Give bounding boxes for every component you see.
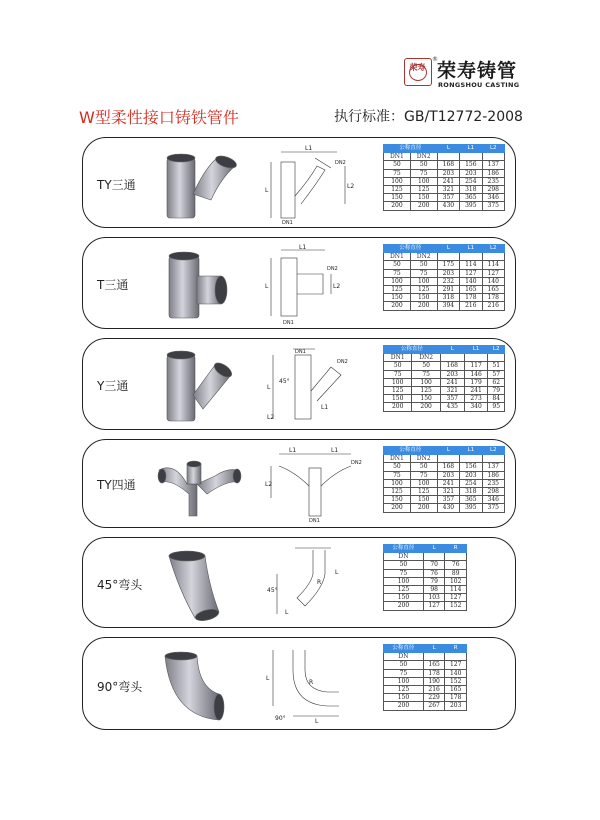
table-row: 50 50 175 114 114 [384, 261, 505, 269]
table-row: 150 103 127 [384, 594, 467, 602]
product-card-ty-cross [82, 439, 516, 528]
dim-L: L [267, 384, 271, 391]
table-row: 150 150 357 273 84 [384, 395, 505, 403]
spec-table: 公称直径 L R DN 50 70 76 75 76 89 100 79 102 125 98 114 150 103 127 200 127 152 [383, 544, 467, 611]
table-row: 75 178 140 [384, 669, 467, 677]
ty-cross-drawing [265, 446, 373, 522]
dim-L2: L2 [333, 283, 341, 290]
t-tee-photo [155, 246, 247, 322]
table-row: 200 200 435 340 95 [384, 403, 505, 411]
brand-seal-icon: 荣寿 [404, 58, 432, 86]
dim-angle-90: 90° [275, 715, 286, 722]
dim-L2: L2 [267, 414, 275, 421]
elbow-45-drawing [265, 544, 373, 624]
ty-tee-photo [155, 148, 247, 222]
dim-L-lower: L [285, 609, 289, 616]
dim-angle-45: 45° [279, 378, 290, 385]
table-row: 75 75 203 203 186 [384, 169, 505, 177]
table-row: 125 125 321 318 298 [384, 488, 505, 496]
spec-table: 公称直径 L L1 L2 DN1 DN2 50 50 168 156 137 75 75 203 203 186 100 100 241 254 235 125 125 321 318 298 150 150 357 365 346 200 200 430 395 375 [383, 446, 505, 513]
dim-L1: L1 [289, 447, 297, 454]
table-row: 75 75 203 203 186 [384, 471, 505, 479]
y-tee-photo [155, 345, 247, 425]
product-card-ty-tee [82, 137, 516, 228]
t-tee-drawing [265, 244, 373, 324]
brand-name: 荣寿铸管 [437, 60, 518, 82]
registered-mark: ® [432, 56, 438, 63]
dim-L2: L2 [347, 183, 355, 190]
table-row: 75 76 89 [384, 569, 467, 577]
dim-DN2: DN2 [351, 460, 362, 466]
table-row: 150 150 357 365 346 [384, 496, 505, 504]
table-row: 75 75 203 146 57 [384, 370, 505, 378]
table-row: 150 150 318 178 178 [384, 294, 505, 302]
table-row: 50 50 168 156 137 [384, 463, 505, 471]
spec-table: 公称直径 L L1 L2 DN1 DN2 50 50 168 117 51 75 75 203 146 57 100 100 241 179 62 125 125 321 241 79 150 150 357 273 84 200 200 435 340 95 [383, 345, 505, 412]
table-row: 125 125 321 241 79 [384, 387, 505, 395]
table-row: 150 229 178 [384, 694, 467, 702]
dim-DN1: DN1 [283, 320, 294, 324]
product-label: T三通 [97, 278, 129, 292]
product-label: TY四通 [97, 478, 136, 492]
table-row: 50 50 168 117 51 [384, 362, 505, 370]
ty-cross-photo [155, 450, 247, 520]
dim-angle-45: 45° [267, 587, 278, 594]
table-row: 50 165 127 [384, 661, 467, 669]
product-label: Y三通 [97, 379, 129, 393]
table-row: 200 200 430 395 375 [384, 202, 505, 210]
table-row: 100 190 152 [384, 677, 467, 685]
dim-L: L [265, 187, 269, 194]
dim-L2: L2 [265, 481, 273, 488]
product-label: 90°弯头 [97, 680, 143, 694]
dim-DN2: DN2 [335, 160, 346, 166]
table-row: 50 50 168 156 137 [384, 161, 505, 169]
table-row: 50 70 76 [384, 561, 467, 569]
table-row: 100 100 232 140 140 [384, 277, 505, 285]
table-row: 75 75 203 127 127 [384, 269, 505, 277]
product-card-y-tee [82, 338, 516, 430]
table-row: 125 98 114 [384, 586, 467, 594]
ty-tee-drawing [265, 144, 373, 224]
elbow-45-photo [155, 546, 247, 622]
product-card-90-elbow [82, 637, 516, 730]
product-label: 45°弯头 [97, 578, 143, 592]
table-row: 100 79 102 [384, 577, 467, 585]
elbow-90-drawing [265, 644, 373, 724]
standard-label: 执行标准：GB/T12772-2008 [334, 109, 523, 125]
dim-L: L [335, 569, 339, 576]
dim-L1: L1 [305, 145, 313, 152]
product-card-45-elbow [82, 537, 516, 628]
table-row: 100 100 241 254 235 [384, 177, 505, 185]
spec-table: 公称直径 L L1 L2 DN1 DN2 50 50 168 156 137 75 75 203 203 186 100 100 241 254 235 125 125 321 318 298 150 150 357 365 346 200 200 430 395 375 [383, 144, 505, 211]
table-row: 125 125 291 165 165 [384, 286, 505, 294]
table-row: 150 150 357 365 346 [384, 194, 505, 202]
table-row: 100 100 241 254 235 [384, 479, 505, 487]
dim-DN1: DN1 [309, 518, 320, 522]
dim-L1: L1 [299, 244, 307, 251]
page-title: W型柔性接口铸铁管件 [79, 108, 239, 127]
product-label: TY三通 [97, 178, 136, 192]
spec-table: 公称直径 L R DN 50 165 127 75 178 140 100 190 152 125 216 165 150 229 178 200 267 203 [383, 644, 467, 711]
table-row: 125 125 321 318 298 [384, 186, 505, 194]
table-row: 125 216 165 [384, 686, 467, 694]
dim-L: L [265, 283, 269, 290]
table-row: 200 127 152 [384, 602, 467, 610]
elbow-90-photo [155, 646, 247, 724]
dim-DN1: DN1 [295, 349, 306, 355]
dim-L1: L1 [321, 404, 329, 411]
dim-L-lower: L [315, 718, 319, 724]
table-row: 100 100 241 179 62 [384, 378, 505, 386]
dim-R: R [309, 679, 314, 686]
brand-logo [404, 58, 554, 92]
product-card-t-tee [82, 237, 516, 329]
table-row: 200 267 203 [384, 702, 467, 710]
dim-DN1: DN1 [282, 220, 293, 224]
y-tee-drawing [265, 345, 373, 425]
table-row: 200 200 394 216 216 [384, 302, 505, 310]
dim-L: L [266, 675, 270, 682]
table-row: 200 200 430 395 375 [384, 504, 505, 512]
dim-DN2: DN2 [337, 359, 348, 365]
dim-L1-right: L1 [331, 447, 339, 454]
spec-table: 公称直径 L L1 L2 DN1 DN2 50 50 175 114 114 75 75 203 127 127 100 100 232 140 140 125 125 291 165 165 150 150 318 178 178 200 200 394 216 216 [383, 244, 505, 311]
dim-R: R [317, 579, 322, 586]
dim-DN2: DN2 [327, 266, 338, 272]
brand-subtitle: RONGSHOU CASTING [438, 81, 520, 89]
